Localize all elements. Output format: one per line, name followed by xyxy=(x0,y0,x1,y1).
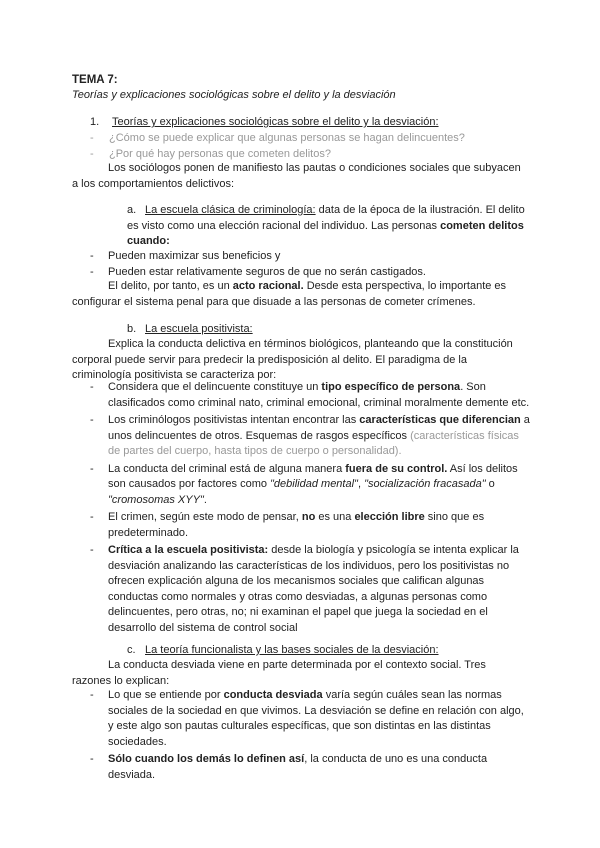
list-item: - Sólo cuando los demás lo definen así, la conducta de uno es una conducta desviada. xyxy=(90,753,488,781)
question-list xyxy=(90,131,530,162)
list-item: - El crimen, según este modo de pensar, no es una elección libre sino que es predeterminado. xyxy=(90,511,485,539)
paragraph: La conducta desviada viene en parte determinada por el contexto social. Tres razones lo explican: xyxy=(72,659,486,687)
subsection-b: b. La escuela positivista: xyxy=(127,323,253,335)
conditions-list xyxy=(90,249,530,280)
list-item: - Crítica a la escuela positivista: desde la biología y psicología se intenta explicar la desviación analizando las características de los individuos, pero los positivistas no ofrecen explicación alguna de los mecanismos sociales que califican algunas conductas como normales y otras como desviadas, a algunas personas como delincuentes, pero otras, no; ni examinan el papel que juega la sociedad en el desarrollo del sistema de control social xyxy=(90,544,519,634)
subsection-b-heading: La escuela positivista: xyxy=(145,323,253,335)
section-heading xyxy=(90,115,550,131)
paragraph: El delito, por tanto, es un acto racional. Desde esta perspectiva, lo importante es configurar el sistema penal para que disuade a las personas de cometer crímenes. xyxy=(72,280,507,308)
list-item: - Lo que se entiende por conducta desviada varía según cuáles sean las normas sociales de la sociedad en que vivimos. La desviación se define en relación con algo, y este algo son pautas culturales específicas, que son distintas en las distintas sociedades. xyxy=(90,689,524,748)
subsection-a-heading: La escuela clásica de criminología: xyxy=(145,204,316,216)
paragraph: Explica la conducta delictiva en términos biológicos, planteando que la constitución corporal puede servir para predecir la predisposición al delito. El paradigma de la criminología positivista se caracteriza por: xyxy=(72,338,513,381)
section-intro: Los sociólogos ponen de manifiesto las pautas o condiciones sociales que subyacen a los comportamientos delictivos: xyxy=(72,162,521,190)
topic-title: TEMA 7: xyxy=(72,74,118,86)
list-item: - Considera que el delincuente constituye un tipo específico de persona. Son clasificados como criminal nato, criminal emocional, criminal moralmente demente etc. xyxy=(90,381,530,409)
subsection-a: a. La escuela clásica de criminología: data de la época de la ilustración. El delito es visto como una elección racional del individuo. Las personas cometen delitos cuando: xyxy=(127,204,525,247)
subsection-c: c. La teoría funcionalista y las bases sociales de la desviación: xyxy=(127,644,439,656)
list-item: - ¿Cómo se puede explicar que algunas personas se hagan delincuentes? xyxy=(90,132,465,144)
section-number: 1. xyxy=(90,116,100,128)
list-item: - Los criminólogos positivistas intentan encontrar las características que diferencian a unos delincuentes de otros. Esquemas de rasgos específicos (características físicas de partes del cuerpo, hasta tipos de cuerpo o personalidad). xyxy=(90,414,530,457)
section-heading-text: Teorías y explicaciones sociológicas sobre el delito y la desviación: xyxy=(112,116,439,128)
list-item: - ¿Por qué hay personas que cometen delitos? xyxy=(90,147,331,160)
subsection-c-heading: La teoría funcionalista y las bases sociales de la desviación: xyxy=(145,644,439,656)
list-item: - Pueden maximizar sus beneficios y xyxy=(90,250,281,262)
reasons-list xyxy=(90,688,530,783)
list-item: - La conducta del criminal está de alguna manera fuera de su control. Así los delitos son causados por factores como "debilidad mental", "socialización fracasada" o "cromosomas XYY". xyxy=(90,462,518,506)
list-item: - Pueden estar relativamente seguros de que no serán castigados. xyxy=(90,265,426,278)
topic-subtitle: Teorías y explicaciones sociológicas sobre el delito y la desviación xyxy=(72,89,396,101)
positivist-list xyxy=(90,380,530,636)
